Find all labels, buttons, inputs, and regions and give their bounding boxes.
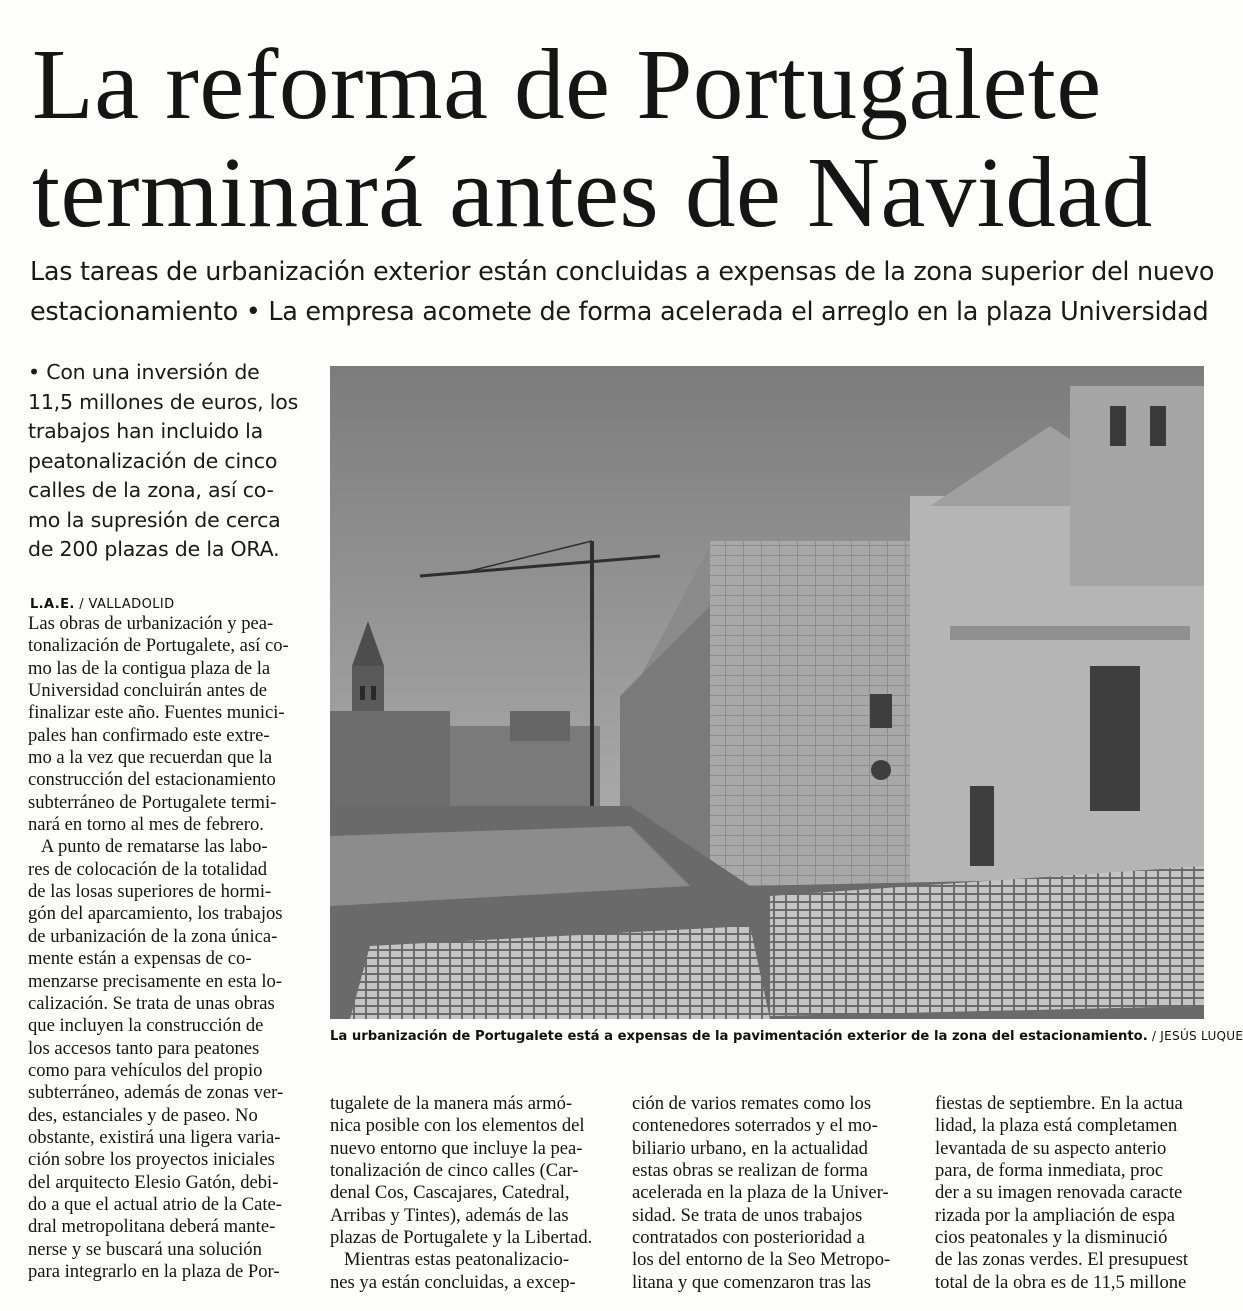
lead-line: • Con una inversión de <box>28 360 260 384</box>
body-line: tugalete de la manera más armó- <box>330 1093 573 1114</box>
body-column-4 <box>935 1093 1204 1294</box>
body-line: de las zonas verdes. El presupuest <box>935 1249 1189 1271</box>
body-line: Universidad concluirán antes de <box>28 680 268 702</box>
caption-text: La urbanización de Portugalete está a expensas de la pavimentación exterior de la zona del estacionamiento. <box>330 1029 1148 1044</box>
body-line: gón del aparcamiento, los trabajos <box>28 903 283 925</box>
headline-line-2: terminará antes de Navidad <box>32 136 1153 248</box>
body-line: construcción del estacionamiento <box>28 769 276 791</box>
body-line: des, estanciales y de paseo. No <box>28 1104 258 1126</box>
body-line: Las obras de urbanización y pea- <box>28 613 274 634</box>
cathedral-construction-photo <box>330 366 1204 1019</box>
body-line: obstante, existirá una ligera varia- <box>28 1126 281 1148</box>
body-line: total de la obra es de 11,5 millone <box>935 1271 1187 1293</box>
body-line: Mientras estas peatonalizacio- <box>330 1249 570 1271</box>
body-line: nará en torno al mes de febrero. <box>28 814 264 836</box>
body-line: menzarse precisamente en esta lo- <box>28 970 282 992</box>
body-line: denal Cos, Cascajares, Catedral, <box>330 1182 570 1204</box>
body-line: res de colocación de la totalidad <box>28 858 268 880</box>
body-line: cios peatonales y la disminució <box>935 1227 1168 1249</box>
subheadline-line-1: Las tareas de urbanización exterior están concluidas a expensas de la zona superior del nuevo <box>30 257 1215 287</box>
body-line: subterráneo, además de zonas ver- <box>28 1082 284 1104</box>
headline <box>32 30 1204 246</box>
body-line: finalizar este año. Fuentes munici- <box>28 702 285 724</box>
headline-line-1: La reforma de Portugalete <box>32 28 1102 140</box>
subheadline-line-2: estacionamiento • La empresa acomete de forma acelerada el arreglo en la plaza Universidad <box>30 297 1209 327</box>
body-line: mente están a expensas de co- <box>28 948 252 970</box>
body-line: nica posible con los elementos del <box>330 1115 585 1137</box>
body-line: estas obras se realizan de forma <box>632 1160 868 1182</box>
body-line: mo a la vez que recuerdan que la <box>28 747 273 769</box>
body-line: subterráneo de Portugalete termi- <box>28 791 277 813</box>
body-line: sidad. Se trata de unos trabajos <box>632 1204 863 1226</box>
body-line: ción de varios remates como los <box>632 1093 872 1114</box>
lead-line: peatonalización de cinco <box>28 448 278 473</box>
lead-line: mo la supresión de cerca <box>28 507 281 532</box>
body-line: que incluyen la construcción de <box>28 1015 264 1037</box>
body-column-3 <box>632 1093 914 1294</box>
body-line: contenedores soterrados y el mo- <box>632 1115 878 1137</box>
body-line: nuevo entorno que incluye la pea- <box>330 1137 583 1159</box>
body-line: dral metropolitana deberá mante- <box>28 1216 276 1238</box>
photo-caption <box>330 1029 1243 1044</box>
body-line: biliario urbano, en la actualidad <box>632 1137 868 1159</box>
byline-author: L.A.E. <box>30 597 75 612</box>
body-line: do a que el actual atrio de la Cate- <box>28 1193 282 1215</box>
body-line: los del entorno de la Seo Metropo- <box>632 1249 891 1271</box>
body-line: del arquitecto Elesio Gatón, debi- <box>28 1171 279 1193</box>
lead-line: trabajos han incluido la <box>28 419 263 443</box>
subheadline <box>30 252 1215 332</box>
body-line: como para vehículos del propio <box>28 1059 263 1081</box>
body-line: tonalización de cinco calles (Car- <box>330 1160 579 1182</box>
lead-line: 11,5 millones de euros, los <box>28 389 299 414</box>
body-line: A punto de rematarse las labo- <box>28 836 268 858</box>
body-line: los accesos tanto para peatones <box>28 1037 260 1059</box>
body-line: litana y que comenzaron tras las <box>632 1271 872 1293</box>
body-line: Arribas y Tintes), además de las <box>330 1204 569 1226</box>
body-line: nerse y se buscará una solución <box>28 1238 262 1260</box>
lead-line: de 200 plazas de la ORA. <box>28 537 280 561</box>
lead-summary <box>28 358 298 565</box>
body-line: tonalización de Portugalete, así co- <box>28 635 289 657</box>
body-line: de las losas superiores de hormi- <box>28 881 272 903</box>
body-line: de urbanización de la zona única- <box>28 925 278 947</box>
body-line: mo las de la contigua plaza de la <box>28 657 271 679</box>
byline-location: / VALLADOLID <box>74 597 175 612</box>
body-line: plazas de Portugalete y la Libertad. <box>330 1227 593 1249</box>
body-line: fiestas de septiembre. En la actua <box>935 1093 1183 1114</box>
byline <box>30 597 175 612</box>
body-line: nes ya están concluidas, a excep- <box>330 1271 576 1293</box>
body-line: calización. Se trata de unas obras <box>28 992 275 1014</box>
body-line: pales han confirmado este extre- <box>28 724 270 746</box>
body-line: contratados con posterioridad a <box>632 1227 865 1249</box>
body-line: lidad, la plaza está completamen <box>935 1115 1178 1137</box>
body-column-2 <box>330 1093 608 1294</box>
body-line: der a su imagen renovada caracte <box>935 1182 1183 1204</box>
news-photo <box>330 366 1204 1019</box>
body-line: levantada de su aspecto anterio <box>935 1137 1167 1159</box>
body-line: rizada por la ampliación de espa <box>935 1204 1176 1226</box>
photo-credit: / JESÚS LUQUE <box>1147 1029 1243 1043</box>
body-line: para, de forma inmediata, proc <box>935 1160 1164 1182</box>
body-line: acelerada en la plaza de la Univer- <box>632 1182 889 1204</box>
lead-line: calles de la zona, así co- <box>28 478 274 502</box>
body-column-1 <box>28 613 304 1283</box>
body-line: ción sobre los proyectos iniciales <box>28 1149 275 1171</box>
body-line: para integrarlo en la plaza de Por- <box>28 1260 280 1282</box>
